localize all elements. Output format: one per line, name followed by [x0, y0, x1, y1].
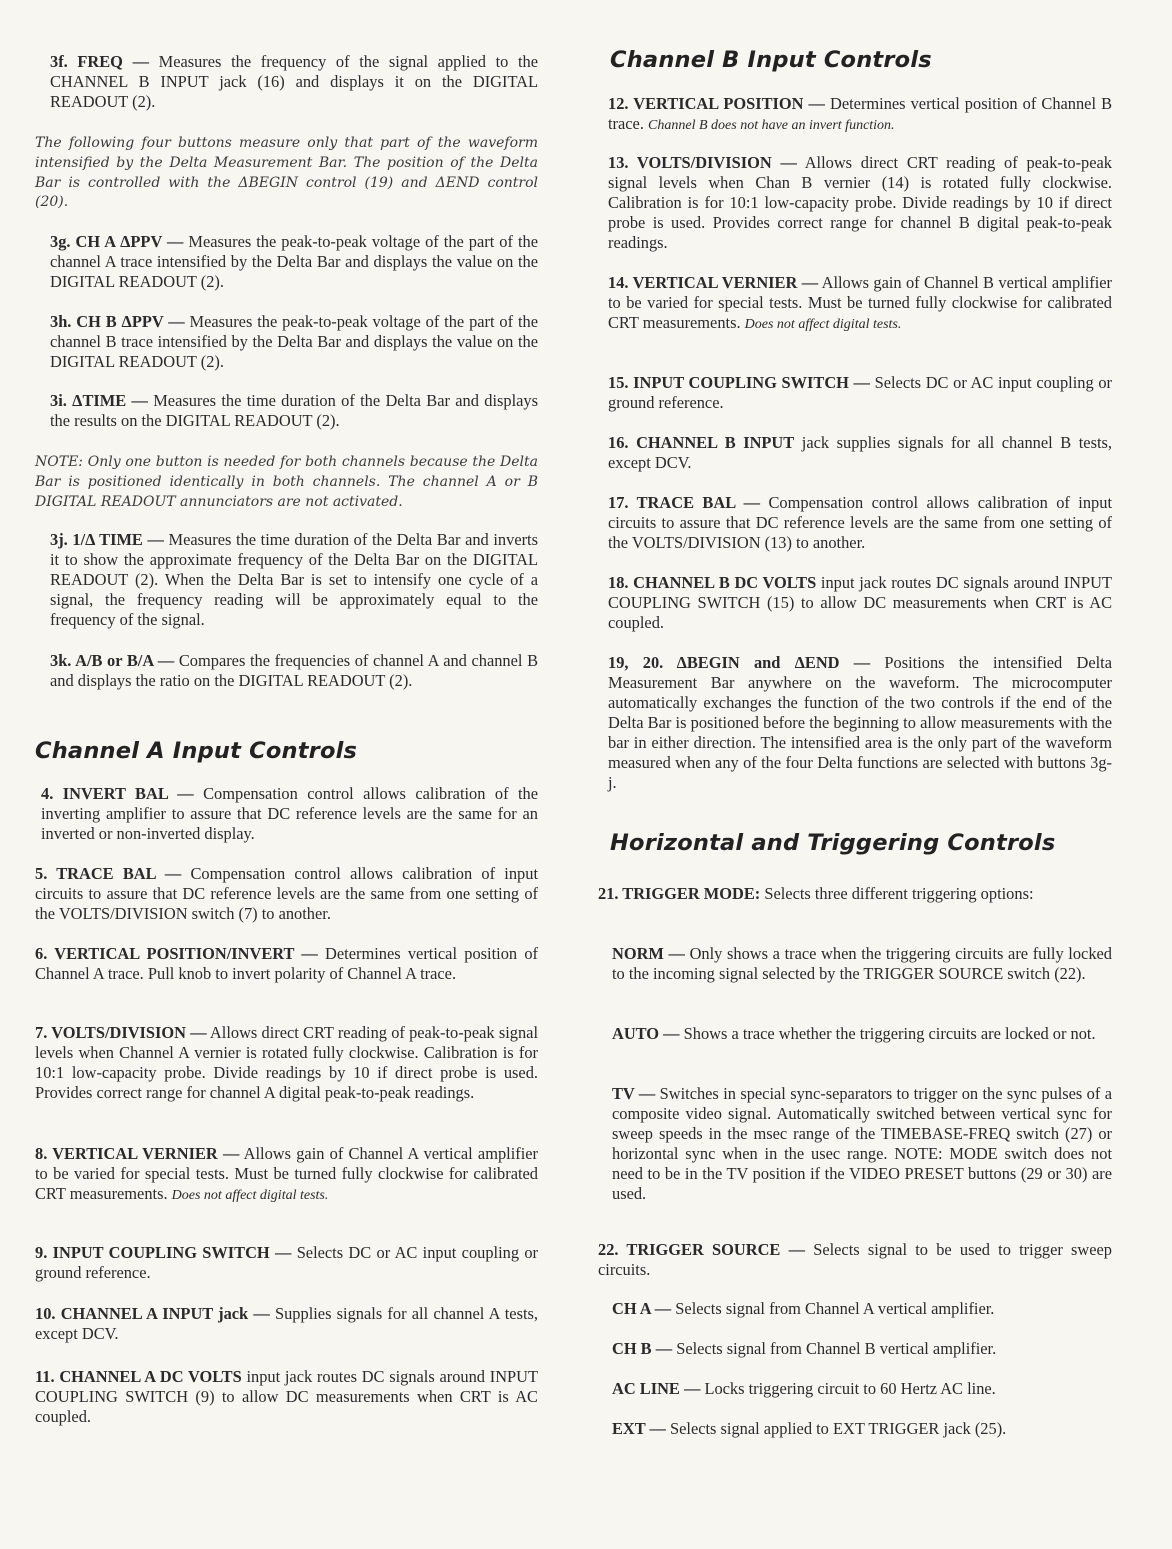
item-9: 9. INPUT COUPLING SWITCH — Selects DC or AC input coupling or ground reference. — [35, 1243, 538, 1282]
trigger-tv: TV — Switches in special sync-separators to trigger on the sync pulses of a composite video signal. Automatically switched between vertical sync for sweep speeds in the msec range of the TIMEBASE-FREQ switch (27) or horizontal sync when in the usec range. NOTE: MODE switch does not need to be in the TV position if the VIDEO PRESET buttons (29 or 30) are used. — [612, 1084, 1112, 1203]
delta-bar-note: The following four buttons measure only that part of the waveform intensified by the Delta Measurement Bar. The position of the Delta Bar is controlled with the ΔBEGIN control (19) and ΔEND control (20). — [35, 135, 538, 211]
item-6: 6. VERTICAL POSITION/INVERT — Determines vertical position of Channel A trace. Pull knob to invert polarity of Channel A trace. — [35, 944, 538, 983]
source-ch-a: CH A — Selects signal from Channel A vertical amplifier. — [612, 1299, 995, 1318]
item-18: 18. CHANNEL B DC VOLTS input jack routes DC signals around INPUT COUPLING SWITCH (15) to allow DC measurements when CRT is AC coupled. — [608, 573, 1112, 632]
trigger-auto: AUTO — Shows a trace whether the triggering circuits are locked or not. — [612, 1024, 1096, 1043]
channel-a-heading: Channel A Input Controls — [35, 738, 358, 764]
item-4: 4. INVERT BAL — Compensation control allows calibration of the inverting amplifier to assure that DC reference levels are the same for an inverted or non-inverted display. — [41, 784, 539, 843]
item-10: 10. CHANNEL A INPUT jack — Supplies signals for all channel A tests, except DCV. — [35, 1304, 538, 1343]
source-ext: EXT — Selects signal applied to EXT TRIGGER jack (25). — [612, 1419, 1007, 1438]
item-7: 7. VOLTS/DIVISION — Allows direct CRT reading of peak-to-peak signal levels when Channel A vernier is rotated fully clockwise. Calibration is for 10:1 low-capacity probe. Divide readings by 10 if direct probe is used. Provides correct range for channel A digital peak-to-peak readings. — [35, 1023, 538, 1102]
item-5: 5. TRACE BAL — Compensation control allows calibration of input circuits to assure that DC reference levels are the same from one setting of the VOLTS/DIVISION switch (7) to another. — [35, 864, 538, 923]
channel-b-heading: Channel B Input Controls — [610, 47, 932, 73]
item-22: 22. TRIGGER SOURCE — Selects signal to be used to trigger sweep circuits. — [598, 1240, 1112, 1279]
source-ch-b: CH B — Selects signal from Channel B vertical amplifier. — [612, 1339, 997, 1358]
item-3j: 3j. 1/Δ TIME — Measures the time duration of the Delta Bar and inverts it to show the approximate frequency of the Delta Bar on the DIGITAL READOUT (2). When the Delta Bar is set to intensify one cycle of a signal, the frequency reading will be approximately equal to the frequency of the signal. — [50, 530, 538, 629]
item-19-20: 19, 20. ΔBEGIN and ΔEND — Positions the intensified Delta Measurement Bar anywhere on the waveform. The microcomputer automatically exchanges the function of the two controls if the end of the Delta Bar is positioned before the beginning to allow measurements with the bar in either direction. The intensified area is the only part of the waveform measured when any of the four Delta functions are selected with buttons 3g-j. — [608, 653, 1112, 792]
item-12: 12. VERTICAL POSITION — Determines vertical position of Channel B trace. Channel B does not have an invert function. — [608, 94, 1112, 133]
source-ac-line: AC LINE — Locks triggering circuit to 60 Hertz AC line. — [612, 1379, 996, 1398]
item-21: 21. TRIGGER MODE: Selects three different triggering options: — [598, 884, 1034, 903]
item-8: 8. VERTICAL VERNIER — Allows gain of Channel A vertical amplifier to be varied for special tests. Must be turned fully clockwise for calibrated CRT measurements. Does not affect digital tests. — [35, 1144, 538, 1203]
item-3f: 3f. FREQ — Measures the frequency of the signal applied to the CHANNEL B INPUT jack (16) and displays it on the DIGITAL READOUT (2). — [50, 52, 538, 111]
item-17: 17. TRACE BAL — Compensation control allows calibration of input circuits to assure that DC reference levels are the same from one setting of the VOLTS/DIVISION (13) to another. — [608, 493, 1112, 552]
horizontal-heading: Horizontal and Triggering Controls — [610, 830, 1056, 856]
item-13: 13. VOLTS/DIVISION — Allows direct CRT reading of peak-to-peak signal levels when Chan B vernier (14) is rotated fully clockwise. Calibration is for 10:1 low-capacity probe. Divide readings by 10 if direct probe is used. Provides correct range for channel B digital peak-to-peak readings. — [608, 153, 1112, 252]
one-button-note: NOTE: Only one button is needed for both channels because the Delta Bar is positioned identically in both channels. The channel A or B DIGITAL READOUT annunciators are not activated. — [35, 454, 538, 510]
item-3k: 3k. A/B or B/A — Compares the frequencies of channel A and channel B and displays the ratio on the DIGITAL READOUT (2). — [50, 651, 538, 690]
trigger-norm: NORM — Only shows a trace when the triggering circuits are fully locked to the incoming signal selected by the TRIGGER SOURCE switch (22). — [612, 944, 1112, 983]
item-15: 15. INPUT COUPLING SWITCH — Selects DC or AC input coupling or ground reference. — [608, 373, 1112, 412]
item-3h: 3h. CH B ΔPPV — Measures the peak-to-peak voltage of the part of the channel B trace intensified by the Delta Bar and displays the value on the DIGITAL READOUT (2). — [50, 312, 538, 371]
item-16: 16. CHANNEL B INPUT jack supplies signals for all channel B tests, except DCV. — [608, 433, 1112, 472]
item-11: 11. CHANNEL A DC VOLTS input jack routes DC signals around INPUT COUPLING SWITCH (9) to allow DC measurements when CRT is AC coupled. — [35, 1367, 538, 1426]
item-3i: 3i. ΔTIME — Measures the time duration of the Delta Bar and displays the results on the DIGITAL READOUT (2). — [50, 391, 538, 430]
item-14: 14. VERTICAL VERNIER — Allows gain of Channel B vertical amplifier to be varied for special tests. Must be turned fully clockwise for calibrated CRT measurements. Does not affect digital tests. — [608, 273, 1112, 332]
item-3g: 3g. CH A ΔPPV — Measures the peak-to-peak voltage of the part of the channel A trace intensified by the Delta Bar and displays the value on the DIGITAL READOUT (2). — [50, 232, 539, 291]
